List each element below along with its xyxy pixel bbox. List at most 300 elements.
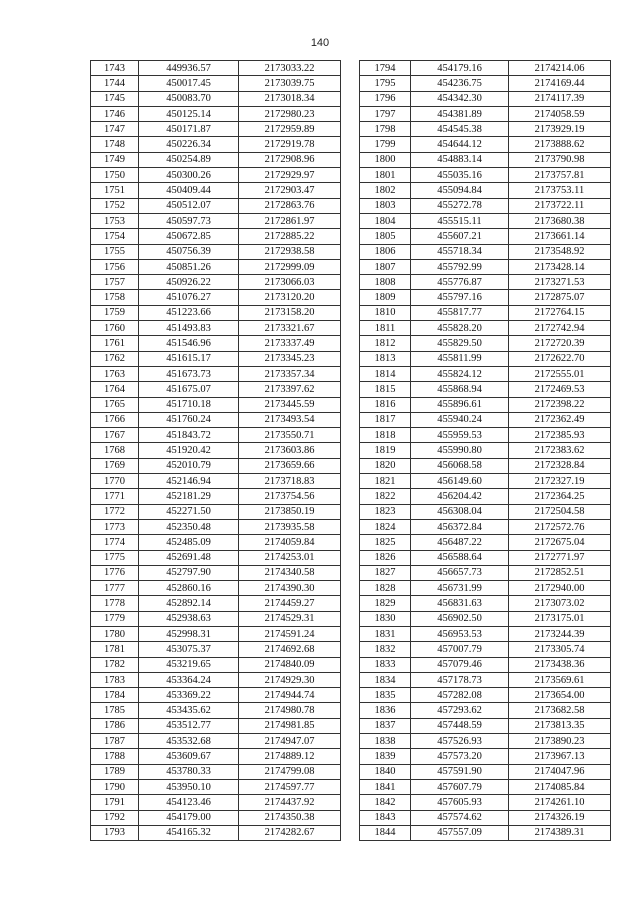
table-row	[360, 122, 611, 137]
point-number-cell: 1773	[91, 519, 139, 534]
point-number-cell: 1795	[360, 76, 411, 91]
table-row	[360, 703, 611, 718]
point-number-cell: 1780	[91, 626, 139, 641]
y-coordinate-cell: 2174117.39	[509, 91, 611, 106]
table-row	[91, 443, 341, 458]
table-row	[91, 626, 341, 641]
x-coordinate-cell: 457557.09	[411, 825, 509, 840]
table-row	[91, 259, 341, 274]
point-number-cell: 1758	[91, 290, 139, 305]
y-coordinate-cell: 2173357.34	[239, 366, 341, 381]
x-coordinate-cell: 456731.99	[411, 581, 509, 596]
table-row	[360, 366, 611, 381]
point-number-cell: 1749	[91, 152, 139, 167]
table-row	[91, 825, 341, 840]
table-row	[360, 259, 611, 274]
table-row	[360, 535, 611, 550]
x-coordinate-cell: 450017.45	[139, 76, 239, 91]
table-row	[91, 672, 341, 687]
table-row	[91, 474, 341, 489]
y-coordinate-cell: 2173158.20	[239, 305, 341, 320]
table-row	[91, 611, 341, 626]
point-number-cell: 1766	[91, 412, 139, 427]
point-number-cell: 1797	[360, 106, 411, 121]
table-row	[91, 596, 341, 611]
table-row	[360, 290, 611, 305]
y-coordinate-cell: 2173345.23	[239, 351, 341, 366]
x-coordinate-cell: 455940.24	[411, 412, 509, 427]
x-coordinate-cell: 455515.11	[411, 213, 509, 228]
point-number-cell: 1750	[91, 168, 139, 183]
x-coordinate-cell: 454179.00	[139, 810, 239, 825]
y-coordinate-cell: 2173935.58	[239, 519, 341, 534]
x-coordinate-cell: 450171.87	[139, 122, 239, 137]
x-coordinate-cell: 456588.64	[411, 550, 509, 565]
table-row	[360, 321, 611, 336]
point-number-cell: 1839	[360, 749, 411, 764]
y-coordinate-cell: 2173888.62	[509, 137, 611, 152]
point-number-cell: 1743	[91, 61, 139, 76]
point-number-cell: 1806	[360, 244, 411, 259]
table-row	[360, 596, 611, 611]
y-coordinate-cell: 2172364.25	[509, 489, 611, 504]
y-coordinate-cell: 2174840.09	[239, 657, 341, 672]
y-coordinate-cell: 2172742.94	[509, 321, 611, 336]
point-number-cell: 1767	[91, 428, 139, 443]
y-coordinate-cell: 2173493.54	[239, 412, 341, 427]
table-row	[91, 458, 341, 473]
point-number-cell: 1754	[91, 229, 139, 244]
point-number-cell: 1782	[91, 657, 139, 672]
table-row	[91, 581, 341, 596]
table-row	[360, 213, 611, 228]
table-row	[360, 351, 611, 366]
point-number-cell: 1833	[360, 657, 411, 672]
table-row	[360, 61, 611, 76]
point-number-cell: 1745	[91, 91, 139, 106]
table-row	[360, 443, 611, 458]
table-row	[360, 672, 611, 687]
x-coordinate-cell: 457574.62	[411, 810, 509, 825]
table-row	[360, 275, 611, 290]
x-coordinate-cell: 450756.39	[139, 244, 239, 259]
point-number-cell: 1809	[360, 290, 411, 305]
x-coordinate-cell: 451223.66	[139, 305, 239, 320]
point-number-cell: 1834	[360, 672, 411, 687]
table-row	[360, 168, 611, 183]
point-number-cell: 1765	[91, 397, 139, 412]
table-row	[360, 718, 611, 733]
point-number-cell: 1771	[91, 489, 139, 504]
point-number-cell: 1832	[360, 642, 411, 657]
y-coordinate-cell: 2172675.04	[509, 535, 611, 550]
point-number-cell: 1756	[91, 259, 139, 274]
x-coordinate-cell: 450926.22	[139, 275, 239, 290]
y-coordinate-cell: 2173018.34	[239, 91, 341, 106]
x-coordinate-cell: 452691.48	[139, 550, 239, 565]
y-coordinate-cell: 2173659.66	[239, 458, 341, 473]
y-coordinate-cell: 2173722.11	[509, 198, 611, 213]
table-row	[360, 474, 611, 489]
x-coordinate-cell: 452938.63	[139, 611, 239, 626]
y-coordinate-cell: 2173397.62	[239, 382, 341, 397]
point-number-cell: 1770	[91, 474, 139, 489]
x-coordinate-cell: 452181.29	[139, 489, 239, 504]
table-row	[91, 489, 341, 504]
table-row	[91, 703, 341, 718]
y-coordinate-cell: 2174326.19	[509, 810, 611, 825]
point-number-cell: 1784	[91, 688, 139, 703]
y-coordinate-cell: 2172504.58	[509, 504, 611, 519]
x-coordinate-cell: 455776.87	[411, 275, 509, 290]
point-number-cell: 1764	[91, 382, 139, 397]
y-coordinate-cell: 2174437.92	[239, 795, 341, 810]
y-coordinate-cell: 2173550.71	[239, 428, 341, 443]
point-number-cell: 1819	[360, 443, 411, 458]
y-coordinate-cell: 2172980.23	[239, 106, 341, 121]
table-row	[91, 412, 341, 427]
x-coordinate-cell: 455868.94	[411, 382, 509, 397]
coordinates-table-right	[359, 60, 611, 841]
table-row	[360, 183, 611, 198]
point-number-cell: 1783	[91, 672, 139, 687]
y-coordinate-cell: 2173548.92	[509, 244, 611, 259]
y-coordinate-cell: 2172863.76	[239, 198, 341, 213]
x-coordinate-cell: 450226.34	[139, 137, 239, 152]
table-row	[360, 779, 611, 794]
x-coordinate-cell: 455990.80	[411, 443, 509, 458]
x-coordinate-cell: 455035.16	[411, 168, 509, 183]
x-coordinate-cell: 455828.20	[411, 321, 509, 336]
point-number-cell: 1775	[91, 550, 139, 565]
y-coordinate-cell: 2174944.74	[239, 688, 341, 703]
table-row	[360, 657, 611, 672]
x-coordinate-cell: 453532.68	[139, 734, 239, 749]
table-row	[360, 504, 611, 519]
y-coordinate-cell: 2172327.19	[509, 474, 611, 489]
y-coordinate-cell: 2174059.84	[239, 535, 341, 550]
point-number-cell: 1831	[360, 626, 411, 641]
table-row	[360, 489, 611, 504]
x-coordinate-cell: 455829.50	[411, 336, 509, 351]
y-coordinate-cell: 2174261.10	[509, 795, 611, 810]
table-row	[91, 382, 341, 397]
x-coordinate-cell: 451920.42	[139, 443, 239, 458]
point-number-cell: 1838	[360, 734, 411, 749]
table-row	[91, 290, 341, 305]
point-number-cell: 1810	[360, 305, 411, 320]
table-row	[360, 688, 611, 703]
table-row	[360, 795, 611, 810]
y-coordinate-cell: 2173445.59	[239, 397, 341, 412]
point-number-cell: 1752	[91, 198, 139, 213]
point-number-cell: 1841	[360, 779, 411, 794]
y-coordinate-cell: 2173569.61	[509, 672, 611, 687]
x-coordinate-cell: 452797.90	[139, 565, 239, 580]
table-row	[91, 351, 341, 366]
y-coordinate-cell: 2173321.67	[239, 321, 341, 336]
point-number-cell: 1762	[91, 351, 139, 366]
x-coordinate-cell: 451493.83	[139, 321, 239, 336]
y-coordinate-cell: 2173073.02	[509, 596, 611, 611]
y-coordinate-cell: 2172362.49	[509, 412, 611, 427]
x-coordinate-cell: 451710.18	[139, 397, 239, 412]
table-row	[360, 229, 611, 244]
x-coordinate-cell: 452892.14	[139, 596, 239, 611]
x-coordinate-cell: 457293.62	[411, 703, 509, 718]
x-coordinate-cell: 453512.77	[139, 718, 239, 733]
table-row	[360, 626, 611, 641]
x-coordinate-cell: 454545.38	[411, 122, 509, 137]
table-row	[91, 565, 341, 580]
point-number-cell: 1829	[360, 596, 411, 611]
point-number-cell: 1804	[360, 213, 411, 228]
y-coordinate-cell: 2174047.96	[509, 764, 611, 779]
x-coordinate-cell: 456953.53	[411, 626, 509, 641]
point-number-cell: 1824	[360, 519, 411, 534]
y-coordinate-cell: 2172959.89	[239, 122, 341, 137]
point-number-cell: 1746	[91, 106, 139, 121]
x-coordinate-cell: 457079.46	[411, 657, 509, 672]
y-coordinate-cell: 2172875.07	[509, 290, 611, 305]
y-coordinate-cell: 2172919.78	[239, 137, 341, 152]
point-number-cell: 1786	[91, 718, 139, 733]
y-coordinate-cell: 2173718.83	[239, 474, 341, 489]
point-number-cell: 1792	[91, 810, 139, 825]
y-coordinate-cell: 2173039.75	[239, 76, 341, 91]
point-number-cell: 1826	[360, 550, 411, 565]
y-coordinate-cell: 2174340.58	[239, 565, 341, 580]
table-row	[360, 152, 611, 167]
point-number-cell: 1744	[91, 76, 139, 91]
y-coordinate-cell: 2174591.24	[239, 626, 341, 641]
x-coordinate-cell: 454381.89	[411, 106, 509, 121]
x-coordinate-cell: 457448.59	[411, 718, 509, 733]
table-row	[360, 458, 611, 473]
y-coordinate-cell: 2174058.59	[509, 106, 611, 121]
x-coordinate-cell: 455811.99	[411, 351, 509, 366]
x-coordinate-cell: 456149.60	[411, 474, 509, 489]
x-coordinate-cell: 455718.34	[411, 244, 509, 259]
y-coordinate-cell: 2173813.35	[509, 718, 611, 733]
x-coordinate-cell: 450409.44	[139, 183, 239, 198]
point-number-cell: 1794	[360, 61, 411, 76]
y-coordinate-cell: 2174214.06	[509, 61, 611, 76]
point-number-cell: 1822	[360, 489, 411, 504]
table-row	[91, 642, 341, 657]
x-coordinate-cell: 452998.31	[139, 626, 239, 641]
x-coordinate-cell: 456831.63	[411, 596, 509, 611]
point-number-cell: 1813	[360, 351, 411, 366]
point-number-cell: 1811	[360, 321, 411, 336]
y-coordinate-cell: 2173428.14	[509, 259, 611, 274]
point-number-cell: 1763	[91, 366, 139, 381]
y-coordinate-cell: 2172908.96	[239, 152, 341, 167]
table-row	[360, 336, 611, 351]
x-coordinate-cell: 452350.48	[139, 519, 239, 534]
table-row	[91, 519, 341, 534]
table-row	[360, 810, 611, 825]
point-number-cell: 1751	[91, 183, 139, 198]
y-coordinate-cell: 2172383.62	[509, 443, 611, 458]
y-coordinate-cell: 2173661.14	[509, 229, 611, 244]
y-coordinate-cell: 2173890.23	[509, 734, 611, 749]
y-coordinate-cell: 2173967.13	[509, 749, 611, 764]
point-number-cell: 1818	[360, 428, 411, 443]
point-number-cell: 1769	[91, 458, 139, 473]
point-number-cell: 1823	[360, 504, 411, 519]
table-row	[91, 764, 341, 779]
table-row	[91, 168, 341, 183]
table-row	[360, 581, 611, 596]
x-coordinate-cell: 455824.12	[411, 366, 509, 381]
table-row	[91, 213, 341, 228]
point-number-cell: 1778	[91, 596, 139, 611]
x-coordinate-cell: 457607.79	[411, 779, 509, 794]
y-coordinate-cell: 2173929.19	[509, 122, 611, 137]
table-row	[360, 91, 611, 106]
point-number-cell: 1807	[360, 259, 411, 274]
x-coordinate-cell: 455094.84	[411, 183, 509, 198]
table-row	[360, 764, 611, 779]
table-row	[91, 305, 341, 320]
point-number-cell: 1827	[360, 565, 411, 580]
table-row	[360, 397, 611, 412]
y-coordinate-cell: 2173603.86	[239, 443, 341, 458]
y-coordinate-cell: 2174692.68	[239, 642, 341, 657]
point-number-cell: 1828	[360, 581, 411, 596]
table-row	[91, 61, 341, 76]
table-row	[360, 611, 611, 626]
x-coordinate-cell: 453780.33	[139, 764, 239, 779]
x-coordinate-cell: 450300.26	[139, 168, 239, 183]
x-coordinate-cell: 455896.61	[411, 397, 509, 412]
table-row	[91, 91, 341, 106]
point-number-cell: 1836	[360, 703, 411, 718]
x-coordinate-cell: 455792.99	[411, 259, 509, 274]
table-row	[91, 229, 341, 244]
y-coordinate-cell: 2173337.49	[239, 336, 341, 351]
x-coordinate-cell: 452860.16	[139, 581, 239, 596]
table-row	[360, 137, 611, 152]
y-coordinate-cell: 2172861.97	[239, 213, 341, 228]
x-coordinate-cell: 457282.08	[411, 688, 509, 703]
point-number-cell: 1800	[360, 152, 411, 167]
point-number-cell: 1777	[91, 581, 139, 596]
point-number-cell: 1781	[91, 642, 139, 657]
y-coordinate-cell: 2174799.08	[239, 764, 341, 779]
y-coordinate-cell: 2173654.00	[509, 688, 611, 703]
x-coordinate-cell: 457007.79	[411, 642, 509, 657]
y-coordinate-cell: 2173754.56	[239, 489, 341, 504]
x-coordinate-cell: 452010.79	[139, 458, 239, 473]
y-coordinate-cell: 2172398.22	[509, 397, 611, 412]
point-number-cell: 1759	[91, 305, 139, 320]
point-number-cell: 1825	[360, 535, 411, 550]
point-number-cell: 1837	[360, 718, 411, 733]
point-number-cell: 1753	[91, 213, 139, 228]
x-coordinate-cell: 453609.67	[139, 749, 239, 764]
table-row	[360, 412, 611, 427]
table-row	[360, 76, 611, 91]
table-row	[360, 519, 611, 534]
point-number-cell: 1835	[360, 688, 411, 703]
y-coordinate-cell: 2172622.70	[509, 351, 611, 366]
table-row	[360, 550, 611, 565]
point-number-cell: 1755	[91, 244, 139, 259]
x-coordinate-cell: 450254.89	[139, 152, 239, 167]
point-number-cell: 1790	[91, 779, 139, 794]
point-number-cell: 1821	[360, 474, 411, 489]
y-coordinate-cell: 2174597.77	[239, 779, 341, 794]
point-number-cell: 1761	[91, 336, 139, 351]
point-number-cell: 1802	[360, 183, 411, 198]
table-row	[360, 565, 611, 580]
x-coordinate-cell: 457605.93	[411, 795, 509, 810]
y-coordinate-cell: 2174980.78	[239, 703, 341, 718]
table-row	[91, 657, 341, 672]
y-coordinate-cell: 2173757.81	[509, 168, 611, 183]
y-coordinate-cell: 2173850.19	[239, 504, 341, 519]
y-coordinate-cell: 2173033.22	[239, 61, 341, 76]
x-coordinate-cell: 453950.10	[139, 779, 239, 794]
point-number-cell: 1808	[360, 275, 411, 290]
y-coordinate-cell: 2173438.36	[509, 657, 611, 672]
point-number-cell: 1757	[91, 275, 139, 290]
table-row	[91, 734, 341, 749]
x-coordinate-cell: 449936.57	[139, 61, 239, 76]
y-coordinate-cell: 2172764.15	[509, 305, 611, 320]
x-coordinate-cell: 454644.12	[411, 137, 509, 152]
x-coordinate-cell: 453369.22	[139, 688, 239, 703]
point-number-cell: 1789	[91, 764, 139, 779]
point-number-cell: 1844	[360, 825, 411, 840]
x-coordinate-cell: 453435.62	[139, 703, 239, 718]
table-row	[91, 76, 341, 91]
x-coordinate-cell: 453364.24	[139, 672, 239, 687]
y-coordinate-cell: 2174253.01	[239, 550, 341, 565]
y-coordinate-cell: 2173680.38	[509, 213, 611, 228]
x-coordinate-cell: 454179.16	[411, 61, 509, 76]
point-number-cell: 1748	[91, 137, 139, 152]
point-number-cell: 1842	[360, 795, 411, 810]
x-coordinate-cell: 456308.04	[411, 504, 509, 519]
y-coordinate-cell: 2174929.30	[239, 672, 341, 687]
y-coordinate-cell: 2173753.11	[509, 183, 611, 198]
x-coordinate-cell: 450851.26	[139, 259, 239, 274]
x-coordinate-cell: 454123.46	[139, 795, 239, 810]
y-coordinate-cell: 2172903.47	[239, 183, 341, 198]
x-coordinate-cell: 452485.09	[139, 535, 239, 550]
point-number-cell: 1793	[91, 825, 139, 840]
y-coordinate-cell: 2172720.39	[509, 336, 611, 351]
y-coordinate-cell: 2172938.58	[239, 244, 341, 259]
point-number-cell: 1830	[360, 611, 411, 626]
y-coordinate-cell: 2174350.38	[239, 810, 341, 825]
table-row	[360, 198, 611, 213]
table-row	[91, 428, 341, 443]
point-number-cell: 1801	[360, 168, 411, 183]
y-coordinate-cell: 2174459.27	[239, 596, 341, 611]
point-number-cell: 1840	[360, 764, 411, 779]
table-row	[91, 122, 341, 137]
table-row	[91, 366, 341, 381]
x-coordinate-cell: 453219.65	[139, 657, 239, 672]
y-coordinate-cell: 2174389.31	[509, 825, 611, 840]
x-coordinate-cell: 451760.24	[139, 412, 239, 427]
x-coordinate-cell: 452146.94	[139, 474, 239, 489]
y-coordinate-cell: 2173305.74	[509, 642, 611, 657]
